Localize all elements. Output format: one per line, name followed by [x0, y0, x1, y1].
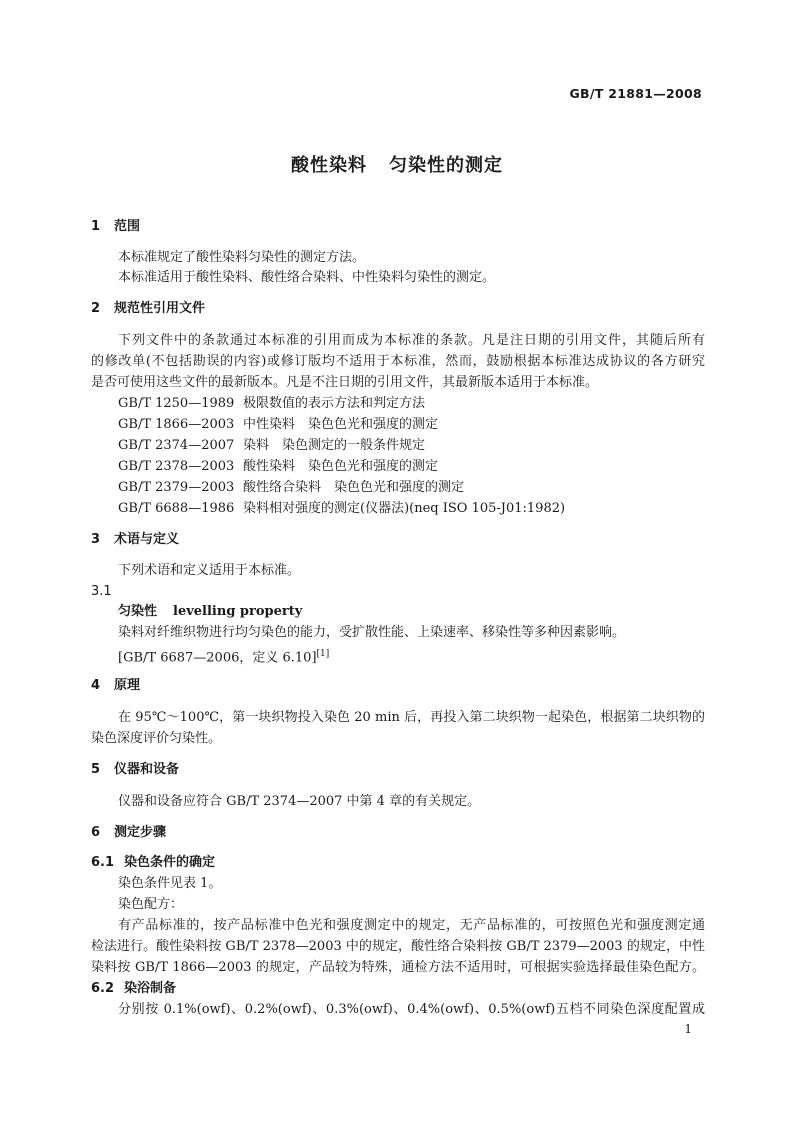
subsection-6-1-para-2: 染色配方：	[118, 897, 184, 912]
footnote-ref: [1]	[316, 649, 330, 659]
term-entry	[118, 604, 302, 620]
section-5-para-1: 仪器和设备应符合 GB/T 2374—2007 中第 4 章的有关规定。	[118, 794, 481, 809]
page-number: 1	[684, 1022, 692, 1036]
subsection-6-2-heading: 6.2 染浴制备	[91, 981, 177, 996]
subsection-3-1-number: 3.1	[91, 584, 112, 599]
section-1-para-2: 本标准适用于酸性染料、酸性络合染料、中性染料匀染性的测定。	[118, 270, 496, 285]
section-2-para-line-3: 是否可使用这些文件的最新版本。凡是不注日期的引用文件，其最新版本适用于本标准。	[91, 375, 599, 390]
title-part-2: 匀染性的测定	[389, 155, 503, 176]
section-3-para-1: 下列术语和定义适用于本标准。	[118, 563, 301, 578]
section-2-para-line-1: 下列文件中的条款通过本标准的引用而成为本标准的条款。凡是注日期的引用文件，其随后所有	[118, 333, 705, 348]
section-1-para-1: 本标准规定了酸性染料匀染性的测定方法。	[118, 250, 366, 265]
reference-item: GB/T 6688—1986 染料相对强度的测定(仪器法)(neq ISO 105-J01:1982)	[118, 501, 566, 516]
section-1-heading: 1 范围	[91, 219, 141, 234]
section-6-heading: 6 测定步骤	[91, 825, 167, 840]
term-source: [GB/T 6687—2006，定义 6.10][1]	[118, 649, 330, 666]
subsection-6-1-para-3-line-1: 有产品标准的，按产品标准中色光和强度测定中的规定，无产品标准的，可按照色光和强度测定通	[118, 918, 705, 933]
section-3-heading: 3 术语与定义	[91, 532, 180, 547]
subsection-6-1-para-1: 染色条件见表 1。	[118, 876, 222, 891]
term-english: levelling property	[173, 604, 303, 619]
reference-item: GB/T 2374—2007 染料 染色测定的一般条件规定	[118, 438, 426, 453]
reference-item: GB/T 2378—2003 酸性染料 染色色光和强度的测定	[118, 459, 439, 474]
term-chinese: 匀染性	[118, 604, 158, 619]
subsection-6-1-para-3-line-3: 染料按 GB/T 1866—2003 的规定，产品较为特殊，通检方法不适用时，可根据实验选择最佳染色配方。	[91, 960, 705, 975]
document-title	[0, 151, 794, 177]
section-4-heading: 4 原理	[91, 678, 141, 693]
section-2-para-line-2: 的修改单(不包括勘误的内容)或修订版均不适用于本标准，然而，鼓励根据本标准达成协议的各方研究	[91, 354, 705, 369]
section-4-para-line-1: 在 95℃～100℃，第一块织物投入染色 20 min 后，再投入第二块织物一起染色，根据第二块织物的	[118, 710, 705, 725]
standard-code: GB/T 21881—2008	[569, 86, 702, 101]
reference-item: GB/T 1866—2003 中性染料 染色色光和强度的测定	[118, 417, 439, 432]
reference-item: GB/T 2379—2003 酸性络合染料 染色色光和强度的测定	[118, 480, 465, 495]
title-part-1: 酸性染料	[291, 155, 367, 176]
subsection-6-1-heading: 6.1 染色条件的确定	[91, 855, 216, 870]
section-4-para-line-2: 染色深度评价匀染性。	[91, 731, 222, 746]
term-definition: 染料对纤维织物进行均匀染色的能力，受扩散性能、上染速率、移染性等多种因素影响。	[118, 625, 626, 640]
section-5-heading: 5 仪器和设备	[91, 762, 180, 777]
subsection-6-2-para-1: 分别按 0.1%(owf)、0.2%(owf)、0.3%(owf)、0.4%(owf)、0.5%(owf)五档不同染色深度配置成	[118, 1002, 705, 1017]
section-2-heading: 2 规范性引用文件	[91, 301, 206, 316]
reference-item: GB/T 1250—1989 极限数值的表示方法和判定方法	[118, 396, 426, 411]
subsection-6-1-para-3-line-2: 检法进行。酸性染料按 GB/T 2378—2003 中的规定，酸性络合染料按 GB/T 2379—2003 的规定，中性	[91, 939, 705, 954]
